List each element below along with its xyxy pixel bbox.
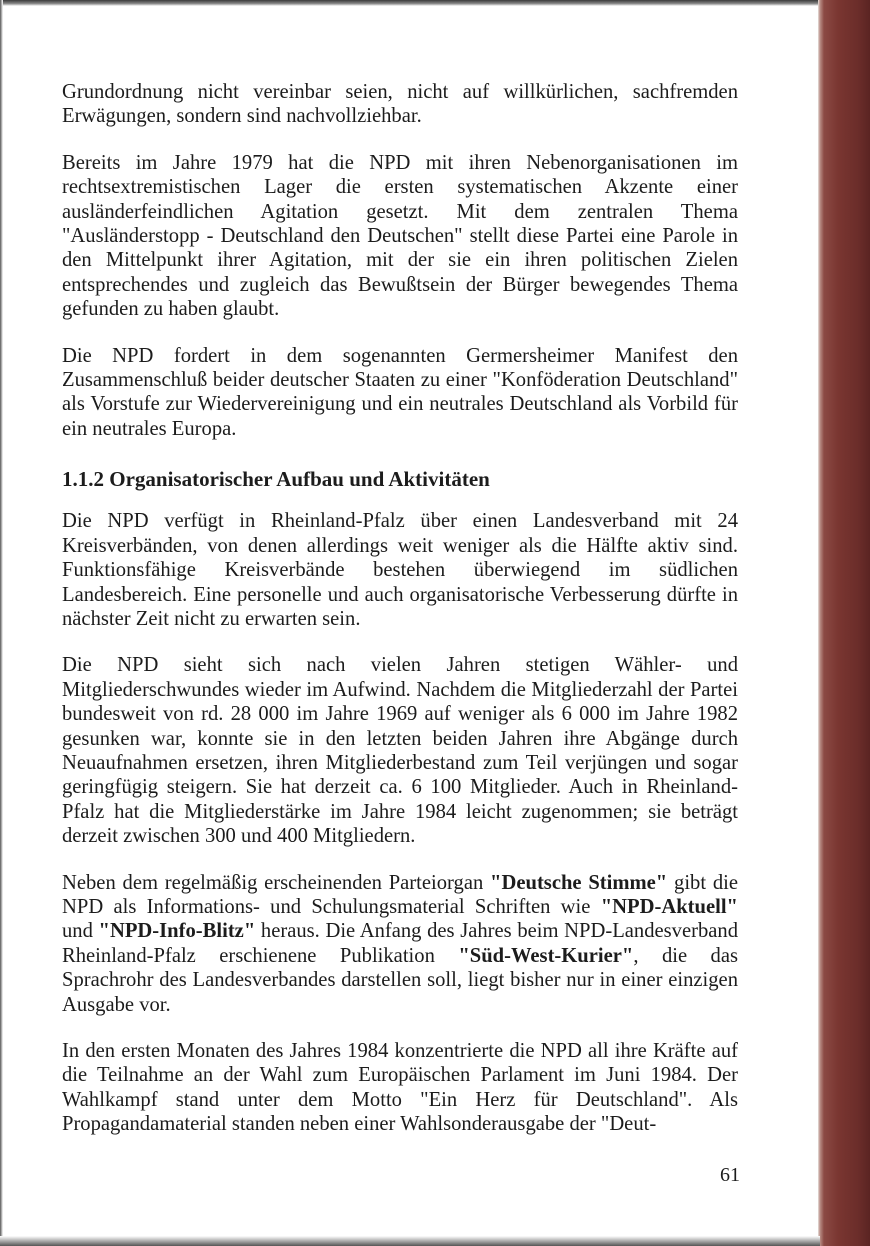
paragraph-6-text-5: , die das Sprachrohr des Landesverbandes darstellen soll, liegt bisher nur in einer einzigen Ausgabe vor. bbox=[62, 944, 738, 1016]
paragraph-7: In den ersten Monaten des Jahres 1984 konzentrierte die NPD all ihre Kräfte auf die Teilnahme an der Wahl zum Europäischen Parlament im Juni 1984. Der Wahlkampf stand unter dem Motto "Ein Herz für Deutschland". Als Propagandamaterial standen neben einer Wahlsonderausgabe der "Deut- bbox=[62, 1040, 738, 1136]
paragraph-6-text-2: gibt die NPD als Informations- und Schulungsmaterial Schriften wie bbox=[62, 871, 738, 918]
section-heading: 1.1.2 Organisatorischer Aufbau und Aktivitäten bbox=[62, 467, 490, 492]
publication-npd-info-blitz: "NPD-Info-Blitz" bbox=[98, 920, 256, 943]
paragraph-4: Die NPD verfügt in Rheinland-Pfalz über einen Landesverband mit 24 Kreisverbänden, von denen allerdings weit weniger als die Hälfte aktiv sind. Funktionsfähige Kreisverbände bestehen überwiegend im südlichen Landesbereich. Eine personelle und auch organisatorische Verbesserung dürfte in nächster Zeit nicht zu erwarten sein. bbox=[62, 510, 738, 630]
page-number: 61 bbox=[720, 1164, 740, 1186]
publication-deutsche-stimme: "Deutsche Stimme" bbox=[490, 871, 668, 894]
publication-npd-aktuell: "NPD-Aktuell" bbox=[600, 895, 738, 918]
paragraph-6 bbox=[62, 871, 738, 1017]
paragraph-3: Die NPD fordert in dem sogenannten Germersheimer Manifest den Zusammenschluß beider deutscher Staaten zu einer "Konföderation Deutschland" als Vorstufe zur Wiedervereinigung und ein neutrales Deutschland als Vorbild für ein neutrales Europa. bbox=[62, 344, 738, 440]
paragraph-1: Grundordnung nicht vereinbar seien, nicht auf willkürlichen, sachfremden Erwägungen, sondern sind nachvollziehbar. bbox=[62, 81, 738, 128]
paragraph-2: Bereits im Jahre 1979 hat die NPD mit ihren Nebenorganisationen im rechtsextremistischen Lager die ersten systematischen Akzente einer ausländerfeindlichen Agitation gesetzt. Mit dem zentralen Thema "Ausländerstopp - Deutschland den Deutschen" stellt diese Partei eine Parole in den Mittelpunkt ihrer Agitation, mit der sie ein ihren politischen Zielen entsprechendes und zugleich das Bewußtsein der Bürger bewegendes Thema gefunden zu haben glaubt. bbox=[62, 151, 738, 321]
scan-edge-top bbox=[0, 0, 820, 6]
paragraph-6-text-4: heraus. Die Anfang des Jahres beim NPD-Landesverband Rheinland-Pfalz erschienene Publikation bbox=[62, 920, 738, 967]
publication-sued-west-kurier: "Süd-West-Kurier" bbox=[458, 944, 634, 967]
scan-edge-left bbox=[0, 0, 3, 1246]
paragraph-5: Die NPD sieht sich nach vielen Jahren stetigen Wähler- und Mitgliederschwundes wieder im Aufwind. Nachdem die Mitgliederzahl der Partei bundesweit von rd. 28 000 im Jahre 1969 auf weniger als 6 000 im Jahre 1982 gesunken war, konnte sie in den letzten beiden Jahren ihre Abgänge durch Neuaufnahmen ersetzen, ihren Mitgliederbestand zum Teil verjüngen und sogar geringfügig steigern. Sie hat derzeit ca. 6 100 Mitglieder. Auch in Rheinland-Pfalz hat die Mitgliederstärke im Jahre 1984 leicht zugenommen; sie beträgt derzeit zwischen 300 und 400 Mitgliedern. bbox=[62, 654, 738, 848]
page-body bbox=[62, 80, 738, 1137]
scan-edge-bottom bbox=[0, 1236, 820, 1246]
paragraph-6-text-1: Neben dem regelmäßig erscheinenden Parteiorgan bbox=[62, 871, 491, 894]
book-spine-edge bbox=[818, 0, 870, 1246]
paragraph-6-text-3: und bbox=[62, 920, 99, 943]
